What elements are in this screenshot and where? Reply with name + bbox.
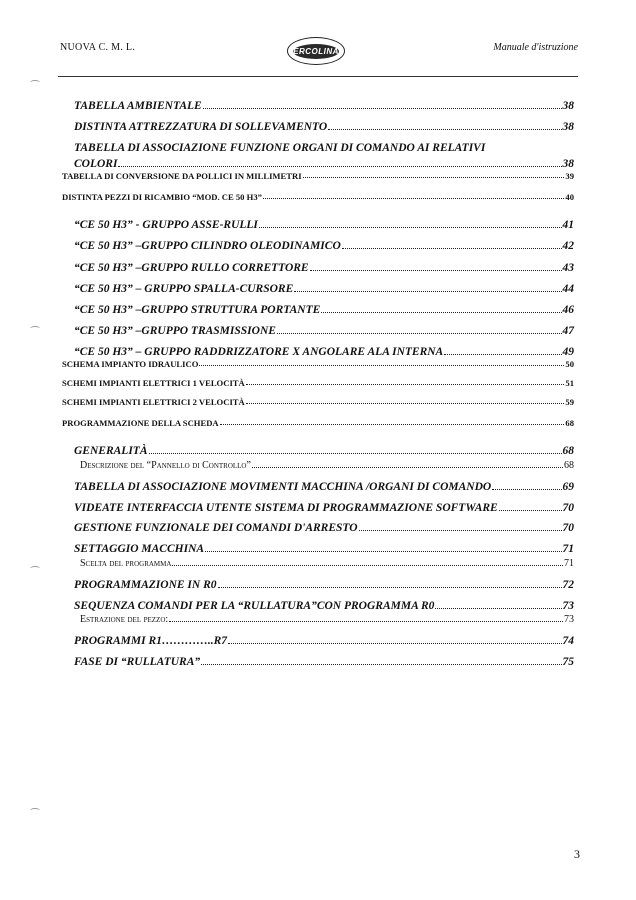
toc-entry[interactable]: PROGRAMMAZIONE IN R0 72 xyxy=(74,579,574,591)
toc-entry[interactable]: DISTINTA ATTREZZATURA DI SOLLEVAMENTO 38 xyxy=(74,121,574,133)
toc-entry[interactable]: “CE 50 H3” - GRUPPO ASSE-RULLI 41 xyxy=(74,219,574,231)
toc-entry-line2[interactable]: COLORI 38 xyxy=(74,158,574,170)
toc-entry[interactable]: “CE 50 H3” – GRUPPO RADDRIZZATORE X ANGOLARE ALA INTERNA 49 xyxy=(74,346,574,358)
header-manual-title: Manuale d'istruzione xyxy=(493,42,578,53)
header-company: NUOVA C. M. L. xyxy=(60,42,136,53)
toc-entry[interactable]: DISTINTA PEZZI DI RICAMBIO “MOD. CE 50 H3” 40 xyxy=(62,192,574,202)
toc-entry[interactable]: VIDEATE INTERFACCIA UTENTE SISTEMA DI PROGRAMMAZIONE SOFTWARE 70 xyxy=(74,502,574,514)
toc-entry[interactable]: “CE 50 H3” –GRUPPO CILINDRO OLEODINAMICO 42 xyxy=(74,240,574,252)
toc-entry[interactable]: “CE 50 H3” –GRUPPO STRUTTURA PORTANTE 46 xyxy=(74,304,574,316)
toc-entry[interactable]: GENERALITÀ 68 xyxy=(74,445,574,457)
toc-subentry[interactable]: Estrazione del pezzo: 73 xyxy=(80,614,574,625)
toc-entry[interactable]: TABELLA DI ASSOCIAZIONE MOVIMENTI MACCHINA /ORGANI DI COMANDO 69 xyxy=(74,481,574,493)
toc-entry[interactable]: FASE DI “RULLATURA” 75 xyxy=(74,656,574,668)
toc-entry[interactable]: SCHEMA IMPIANTO IDRAULICO 50 xyxy=(62,359,574,369)
toc-entry[interactable]: SCHEMI IMPIANTI ELETTRICI 1 VELOCITÀ 51 xyxy=(62,378,574,388)
toc-entry-line1[interactable]: TABELLA DI ASSOCIAZIONE FUNZIONE ORGANI DI COMANDO AI RELATIVI xyxy=(74,142,486,154)
toc-entry[interactable]: PROGRAMMI R1…………..R7 74 xyxy=(74,635,574,647)
toc-entry[interactable]: “CE 50 H3” –GRUPPO RULLO CORRETTORE 43 xyxy=(74,262,574,274)
toc-entry[interactable]: TABELLA AMBIENTALE 38 xyxy=(74,100,574,112)
toc-entry[interactable]: SCHEMI IMPIANTI ELETTRICI 2 VELOCITÀ 59 xyxy=(62,397,574,407)
toc-entry[interactable]: SETTAGGIO MACCHINA 71 xyxy=(74,543,574,555)
page-number: 3 xyxy=(574,847,580,861)
toc-entry[interactable]: “CE 50 H3” – GRUPPO SPALLA-CURSORE 44 xyxy=(74,283,574,295)
logo-text: ERCOLINA xyxy=(293,44,339,59)
toc-subentry[interactable]: Descrizione del “Pannello di Controllo” 68 xyxy=(80,460,574,471)
toc-entry[interactable]: SEQUENZA COMANDI PER LA “RULLATURA”CON PROGRAMMA R0 73 xyxy=(74,600,574,612)
toc-entry[interactable]: PROGRAMMAZIONE DELLA SCHEDA 68 xyxy=(62,418,574,428)
toc-entry[interactable]: “CE 50 H3” –GRUPPO TRASMISSIONE 47 xyxy=(74,325,574,337)
toc-subentry[interactable]: Scelta del programma 71 xyxy=(80,558,574,569)
toc-entry[interactable]: GESTIONE FUNZIONALE DEI COMANDI D'ARRESTO 70 xyxy=(74,522,574,534)
toc-entry[interactable]: TABELLA DI CONVERSIONE DA POLLICI IN MILLIMETRI 39 xyxy=(62,171,574,181)
